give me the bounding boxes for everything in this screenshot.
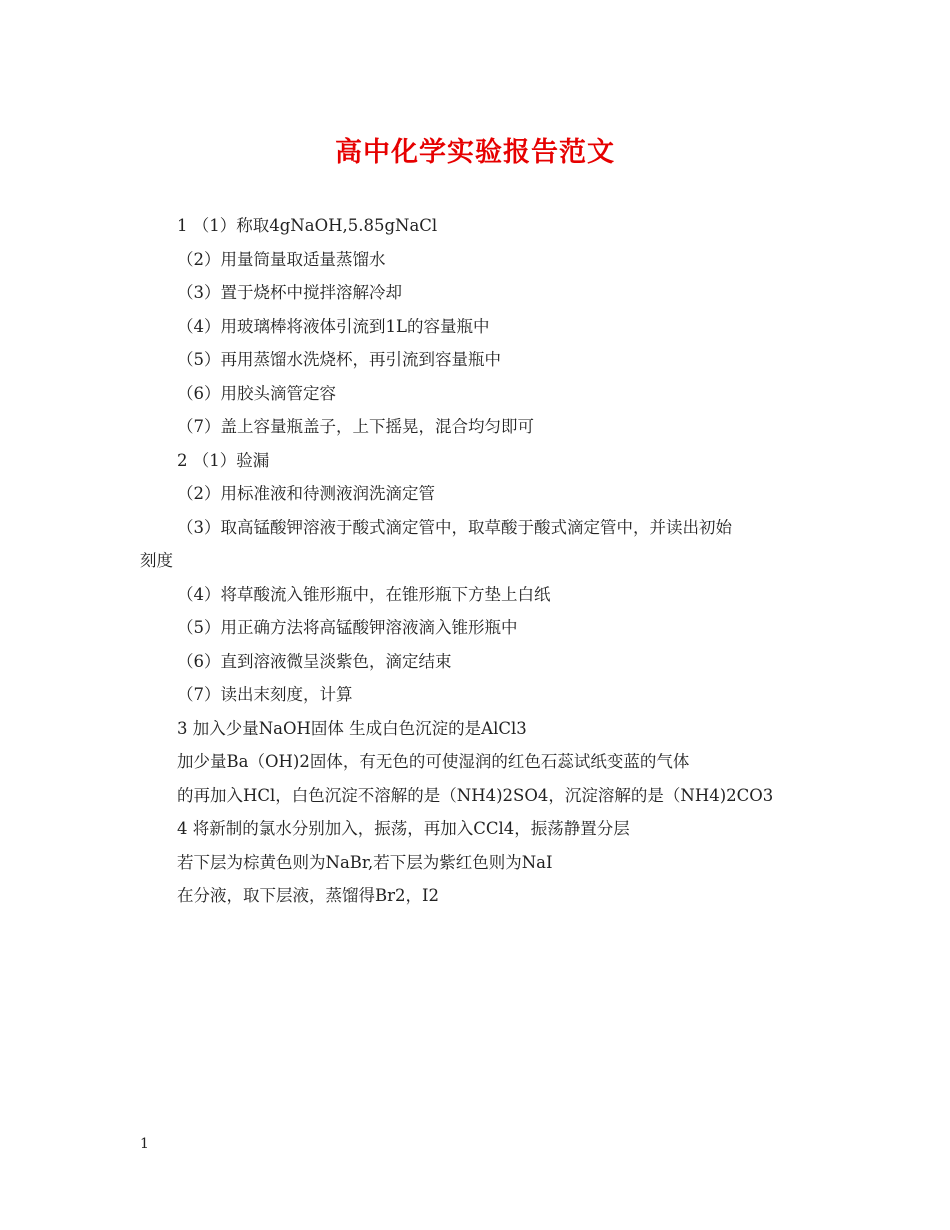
text-line: 1 （1）称取4gNaOH,5.85gNaCl — [177, 216, 438, 235]
text-line: 在分液，取下层液，蒸馏得Br2，I2 — [177, 886, 440, 905]
text-line: （5）用正确方法将高锰酸钾溶液滴入锥形瓶中 — [177, 618, 518, 637]
text-line: （5）再用蒸馏水洗烧杯，再引流到容量瓶中 — [177, 350, 501, 369]
document-body — [140, 209, 820, 913]
text-line: （2）用标准液和待测液润洗滴定管 — [177, 484, 435, 503]
text-line: （6）用胶头滴管定容 — [177, 383, 336, 403]
text-line: （3）取高锰酸钾溶液于酸式滴定管中，取草酸于酸式滴定管中，并读出初始 — [177, 517, 732, 537]
text-line: 2 （1）验漏 — [177, 450, 270, 470]
text-line: 4 将新制的氯水分别加入，振荡，再加入CCl4，振荡静置分层 — [177, 819, 630, 838]
text-line: （2）用量筒量取适量蒸馏水 — [177, 249, 386, 269]
text-line: （3）置于烧杯中搅拌溶解冷却 — [177, 283, 402, 302]
text-line: （4）用玻璃棒将液体引流到1L的容量瓶中 — [177, 316, 490, 336]
text-line: （4）将草酸流入锥形瓶中，在锥形瓶下方垫上白纸 — [177, 584, 551, 604]
text-line: 的再加入HCl，白色沉淀不溶解的是（NH4)2SO4，沉淀溶解的是（NH4)2CO3 — [177, 785, 774, 805]
text-line: 3 加入少量NaOH固体 生成白色沉淀的是AlCl3 — [177, 718, 527, 738]
text-line: 若下层为棕黄色则为NaBr,若下层为紫红色则为NaI — [177, 852, 553, 872]
text-line-continuation: 刻度 — [140, 551, 173, 570]
text-line: 加少量Ba（OH)2固体，有无色的可使湿润的红色石蕊试纸变蓝的气体 — [177, 752, 690, 771]
text-line: （7）读出末刻度，计算 — [177, 685, 353, 704]
text-line: （7）盖上容量瓶盖子，上下摇晃，混合均匀即可 — [177, 417, 534, 436]
document-title: 高中化学实验报告范文 — [335, 137, 615, 168]
page-number: 1 — [140, 1136, 149, 1152]
text-line: （6）直到溶液微呈淡紫色，滴定结束 — [177, 651, 452, 671]
